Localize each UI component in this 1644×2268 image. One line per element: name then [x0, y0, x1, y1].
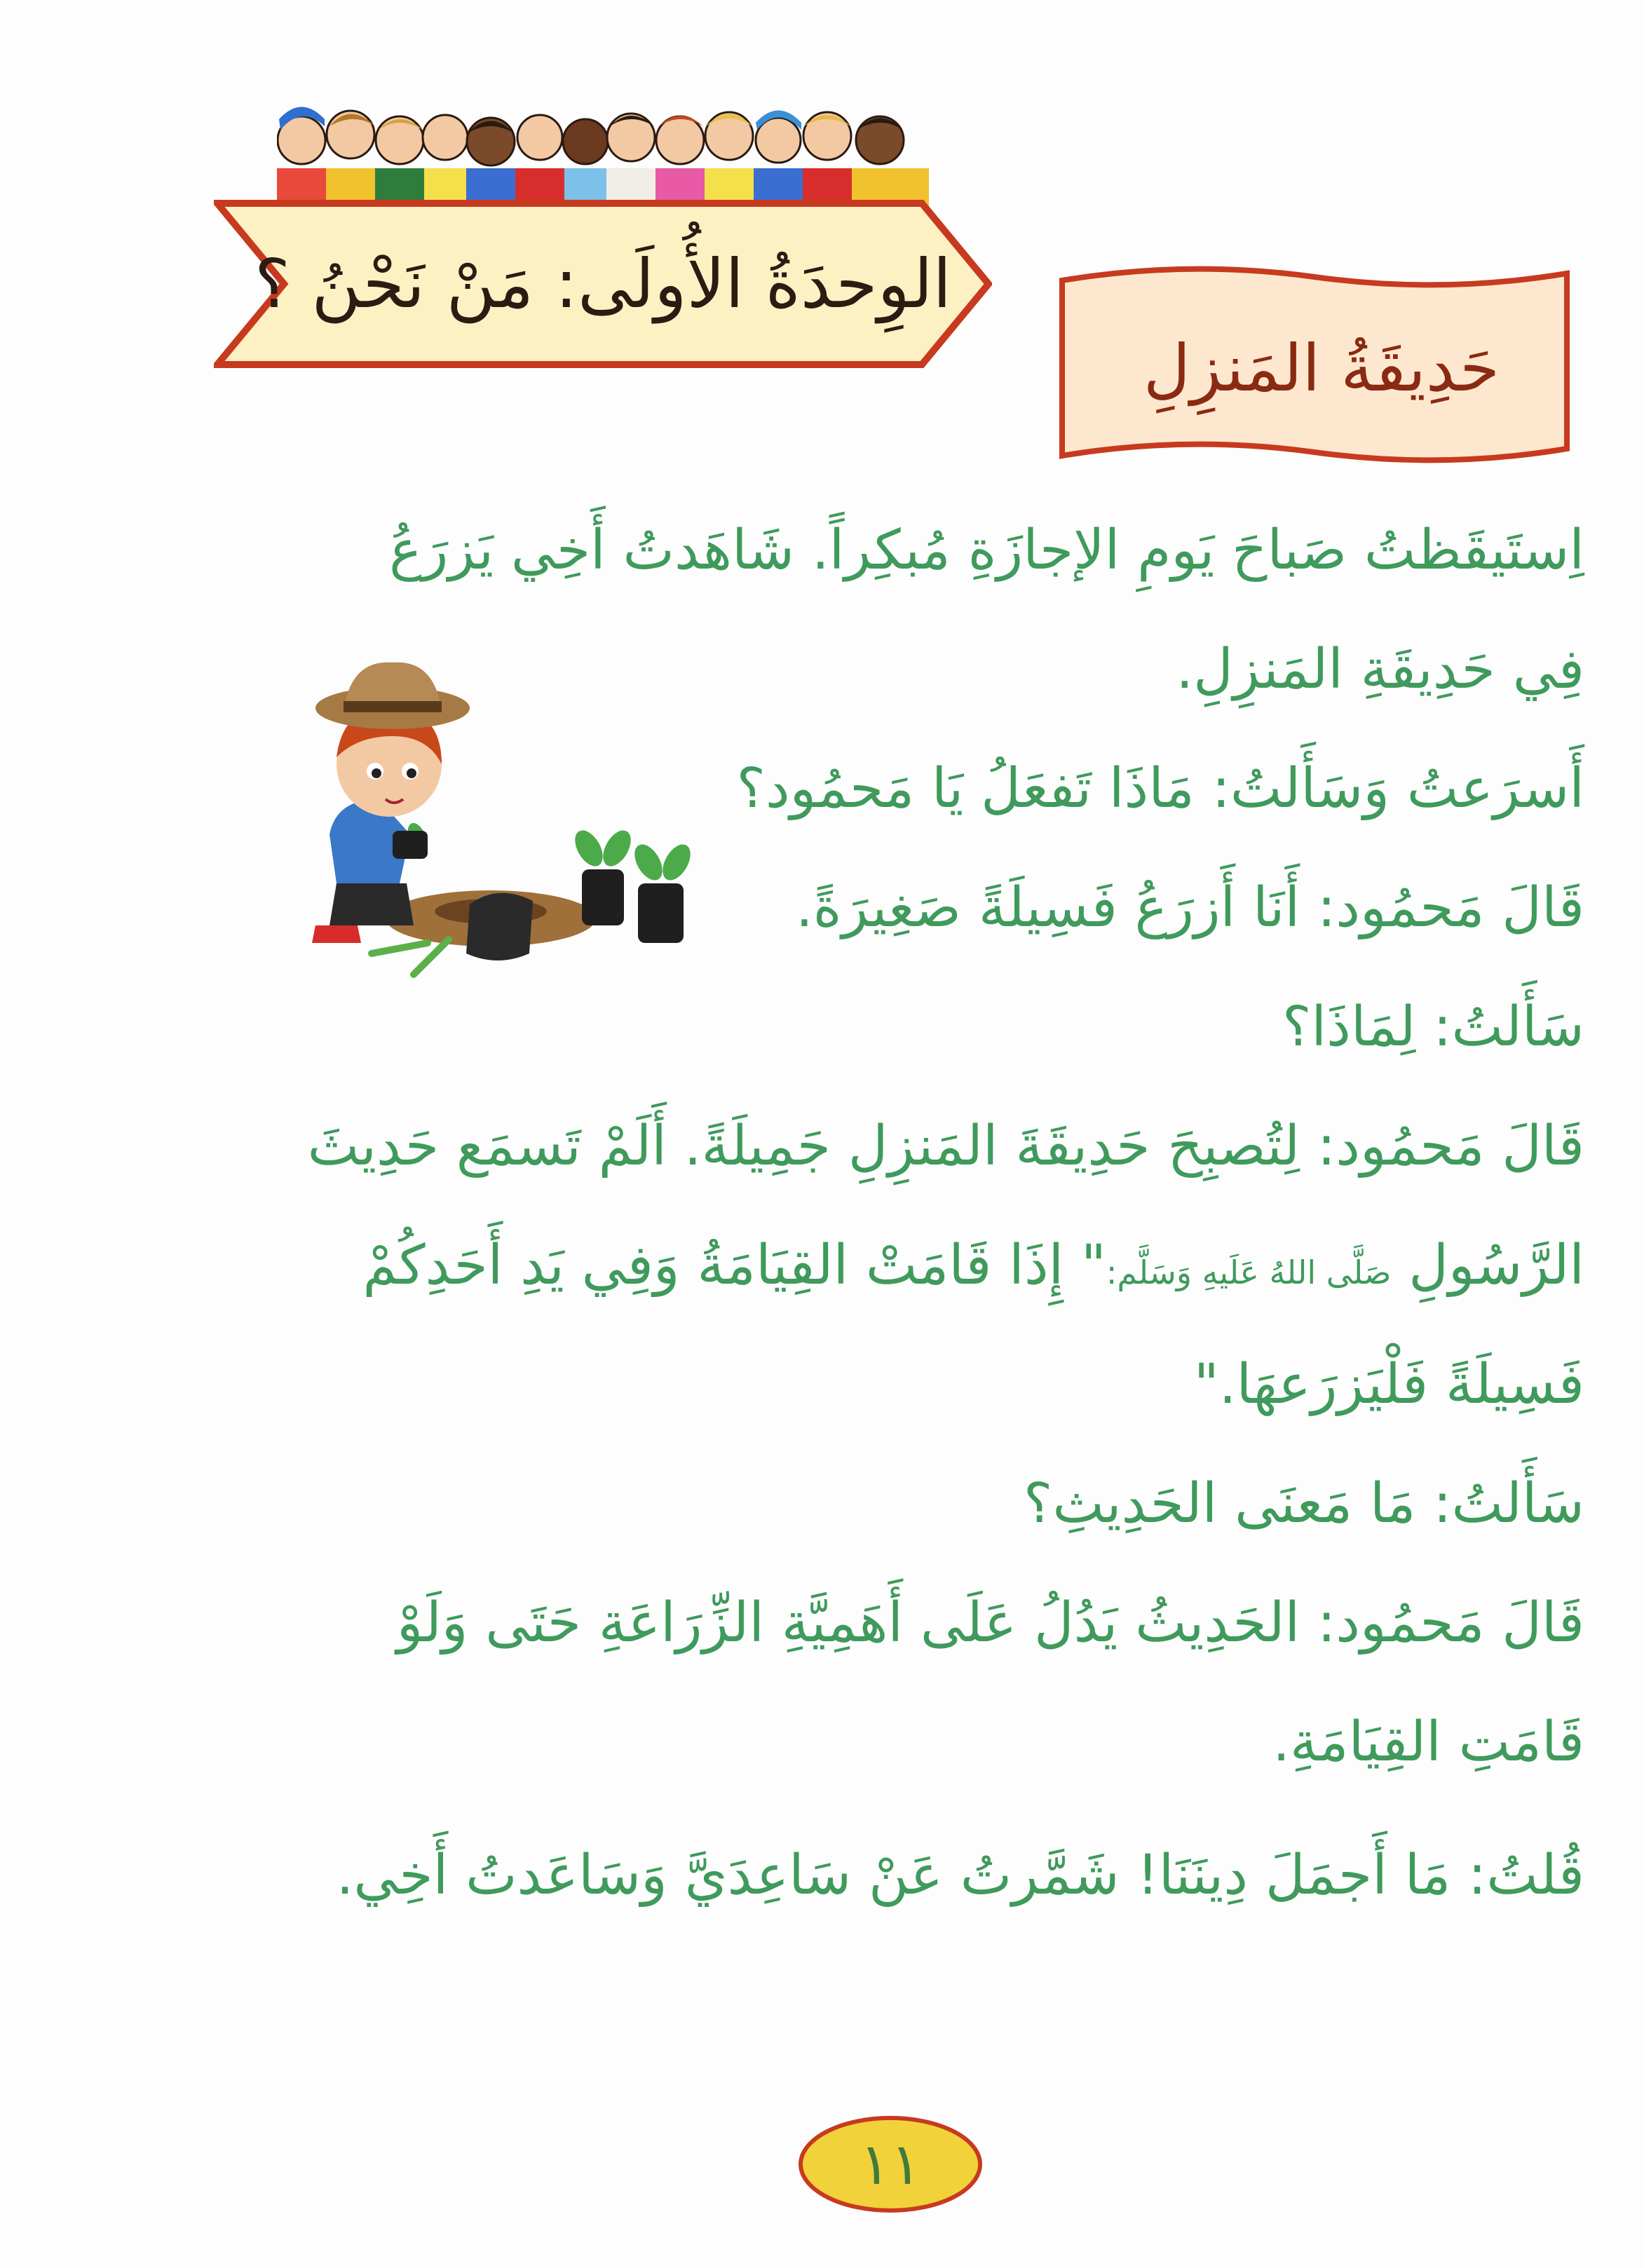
rasul-word: الرَّسُولِ: [1408, 1234, 1584, 1297]
story-line: قَالَ مَحمُود: الحَدِيثُ يَدُلُ عَلَى أَهَمِيَّةِ الزِّرَاعَةِ حَتَى وَلَوْ: [396, 1591, 1584, 1655]
story-line-hadith: [42, 1206, 1584, 1325]
story-line: أَسرَعتُ وَسَأَلتُ: مَاذَا تَفعَلُ يَا مَحمُود؟: [736, 757, 1584, 820]
story-line: فِي حَدِيقَةِ المَنزِلِ.: [1176, 638, 1584, 701]
story-text: [42, 491, 1584, 1935]
story-line: قَالَ مَحمُود: أَنَا أَزرَعُ فَسِيلَةً صَغِيرَةً.: [795, 876, 1584, 939]
unit-title: الوِحدَةُ الأُولَى: مَنْ نَحْنُ ؟: [254, 245, 952, 323]
hadith-quote: " إِذَا قَامَتْ القِيَامَةُ وَفِي يَدِ أَحَدِكُمْ: [362, 1234, 1106, 1297]
story-line: سَأَلتُ: لِمَاذَا؟: [1282, 996, 1584, 1059]
story-line: فَسِيلَةً فَلْيَزرَعهَا.": [1193, 1353, 1584, 1416]
story-line: قَالَ مَحمُود: لِتُصبِحَ حَدِيقَةَ المَنزِلِ جَمِيلَةً. أَلَمْ تَسمَع حَدِيثَ: [307, 1115, 1584, 1178]
lesson-title: حَدِيقَةُ المَنزِلِ: [1143, 330, 1500, 406]
story-line: اِستَيقَظتُ صَباحَ يَومِ الإجازَةِ مُبكِراً. شَاهَدتُ أَخِي يَزرَعُ: [389, 519, 1584, 582]
pbuh-phrase: صَلَّى اللهُ عَلَيهِ وَسَلَّم:: [1106, 1254, 1392, 1291]
story-line: سَأَلتُ: مَا مَعنَى الحَدِيثِ؟: [1023, 1472, 1584, 1535]
story-line: قُلتُ: مَا أَجمَلَ دِينَنَا! شَمَّرتُ عَنْ سَاعِدَيَّ وَسَاعَدتُ أَخِي.: [336, 1844, 1584, 1907]
page-number: ١١: [859, 2131, 922, 2198]
story-line: قَامَتِ القِيَامَةِ.: [1272, 1711, 1584, 1774]
